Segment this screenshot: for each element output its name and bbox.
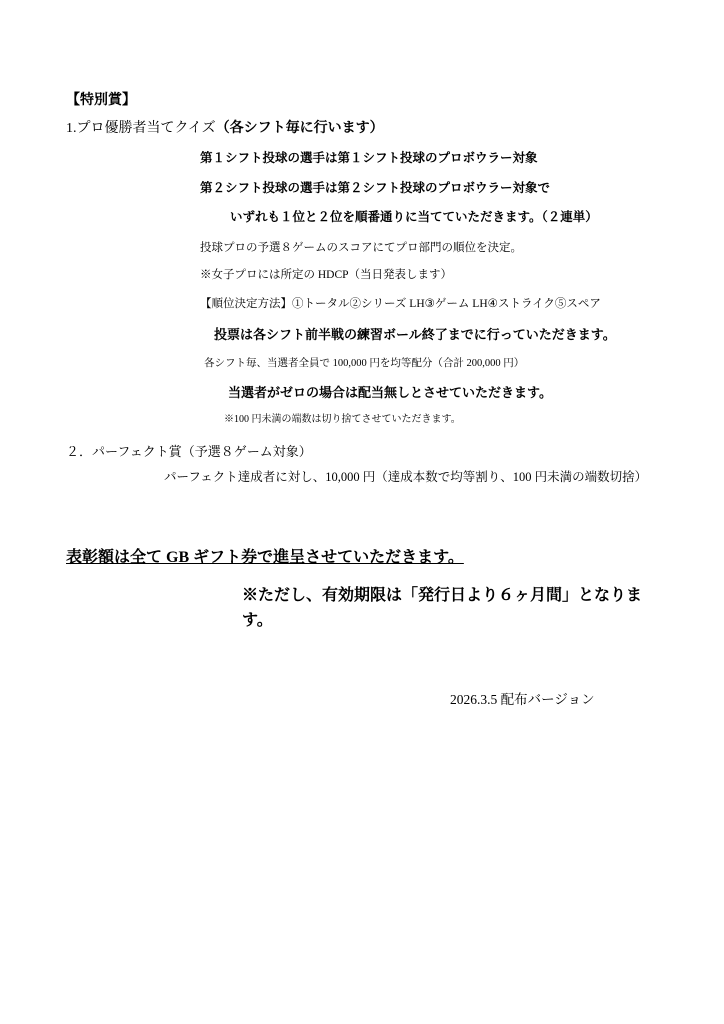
item-2-title: [66, 442, 672, 462]
item-1-line-10: ※100 円未満の端数は切り捨てさせていただきます。: [224, 414, 461, 426]
item-1-line-8: 各シフト毎、当選者全員で 100,000 円を均等配分（合計 200,000 円）: [204, 358, 525, 370]
item-1-line-1: 第１シフト投球の選手は第１シフト投球のプロボウラー対象: [200, 151, 538, 166]
gb-gift-notice: [66, 546, 672, 571]
item-1-number: 1.: [66, 120, 77, 136]
item-2-line-1: パーフェクト達成者に対し、10,000 円（達成本数で均等割り、100 円未満の端数切捨）: [164, 470, 648, 485]
expiry-note: ※ただし、有効期限は「発行日より６ヶ月間」となります。: [242, 587, 643, 630]
item-1-title-bold: （各シフト毎に行います）: [215, 120, 384, 136]
gb-gift-notice-text: 表彰額は全て GB ギフト券で進呈させていただきます。: [66, 548, 464, 566]
item-1-title: [66, 118, 672, 140]
spacer: [52, 488, 672, 546]
item-1-line-3: いずれも１位と２位を順番通りに当てていただきます。（２連単）: [230, 210, 598, 225]
spacer-2: [52, 634, 672, 690]
item-1-line-4: 投球プロの予選８ゲームのスコアにてプロ部門の順位を決定。: [200, 241, 522, 254]
item-1-line-9: 当選者がゼロの場合は配当無しとさせていただきます。: [228, 385, 552, 401]
version-label: 2026.3.5 配布バージョン: [450, 691, 595, 707]
item-2-title-plain: パーフェクト賞（予選８ゲーム対象）: [92, 443, 312, 459]
item-2-number: ２．: [66, 443, 93, 459]
item-1-title-plain: プロ優勝者当てクイズ: [76, 120, 216, 136]
item-1-line-6: 【順位決定方法】①トータル②シリーズ LH③ゲーム LH④ストライク⑤スペア: [200, 298, 601, 311]
item-1-line-5: ※女子プロには所定の HDCP（当日発表します）: [200, 269, 453, 282]
section-heading: 【特別賞】: [66, 93, 136, 108]
item-1-line-7: 投票は各シフト前半戦の練習ボール終了までに行っていただきます。: [214, 326, 616, 342]
item-1-line-2: 第２シフト投球の選手は第２シフト投球のプロボウラー対象で: [200, 180, 551, 195]
